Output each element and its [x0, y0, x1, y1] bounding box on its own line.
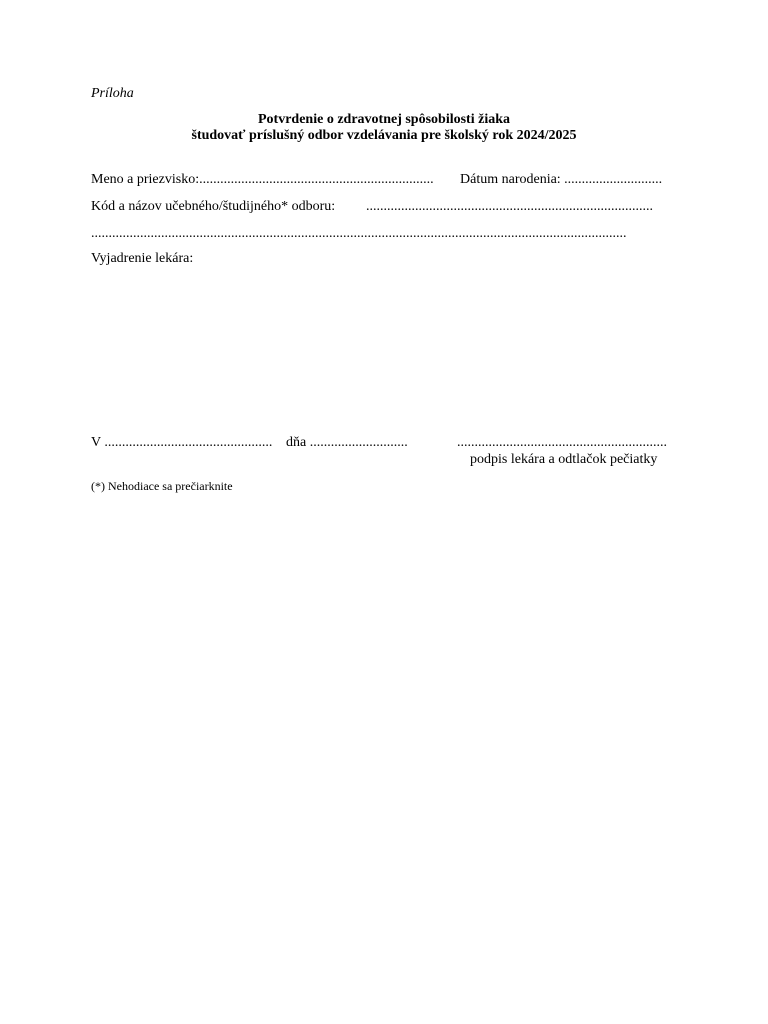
- name-field: Meno a priezvisko:...................................................................: [91, 172, 434, 187]
- field-code-dots: ..................................................................................: [366, 199, 653, 214]
- signature-caption: podpis lekára a odtlačok pečiatky: [470, 452, 658, 467]
- date-field: dňa ............................: [286, 435, 408, 450]
- signature-dots: ............................................................: [457, 435, 667, 450]
- field-code-label: Kód a názov učebného/študijného* odboru:: [91, 199, 336, 214]
- document-title-line-1: Potvrdenie o zdravotnej spôsobilosti žiaka: [258, 112, 510, 127]
- place-field: V ................................................: [91, 435, 273, 450]
- birth-date-field: Dátum narodenia: ............................: [460, 172, 663, 187]
- continuation-dots: .........................................................................................................................................................: [91, 226, 627, 241]
- attachment-label: Príloha: [91, 86, 134, 101]
- doctor-statement-label: Vyjadrenie lekára:: [91, 251, 194, 266]
- footnote: (*) Nehodiace sa prečiarknite: [91, 479, 233, 493]
- document-title-line-2: študovať príslušný odbor vzdelávania pre školský rok 2024/2025: [191, 128, 577, 143]
